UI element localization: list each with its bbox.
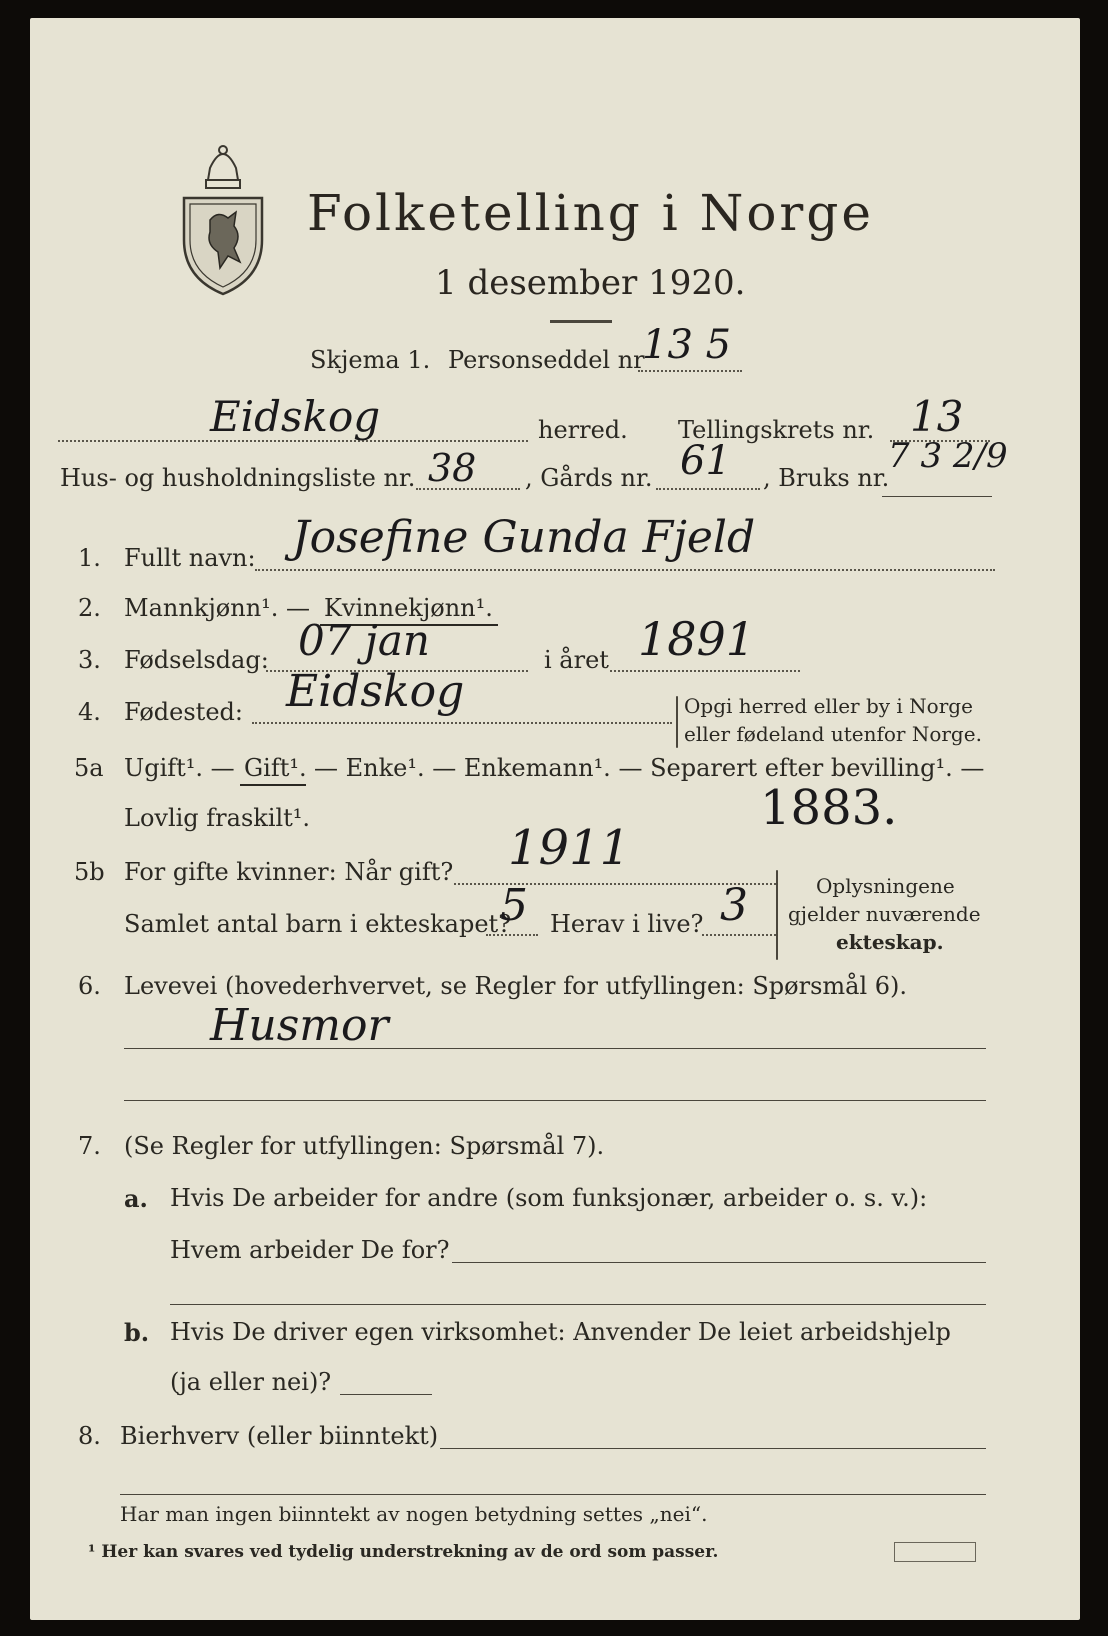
q5b-note-line1: Oplysningene	[816, 874, 955, 898]
q5b-children-value: 5	[500, 880, 528, 931]
hus-label: Hus- og husholdningsliste nr.	[60, 464, 416, 492]
personseddel-value: 13 5	[642, 322, 732, 368]
q6-label: Levevei (hovederhvervet, se Regler for utfyllingen: Spørsmål 6).	[124, 972, 908, 1000]
q3-label: Fødselsdag:	[124, 646, 269, 674]
q5b-alive-line	[702, 934, 776, 936]
q7b-line	[340, 1394, 432, 1395]
biinntekt-note: Har man ingen biinntekt av nogen betydning settes „nei“.	[120, 1502, 708, 1526]
q5a-option-ugift: Ugift¹. —	[124, 754, 235, 782]
q7a-line-2	[170, 1304, 986, 1305]
tellingskrets-label: Tellingskrets nr.	[678, 416, 875, 444]
form-title: Folketelling i Norge	[307, 184, 874, 242]
q2-female-option: Kvinnekjønn¹.	[324, 594, 493, 622]
q5a-option-gift: Gift¹.	[244, 754, 307, 782]
q5b-alive-label: Herav i live?	[550, 910, 704, 938]
q8-line-1	[440, 1448, 986, 1449]
gards-label: , Gårds nr.	[525, 464, 653, 492]
title-divider	[550, 320, 612, 323]
q7a-question: Hvem arbeider De for?	[170, 1236, 450, 1264]
q5b-note-brace	[776, 870, 778, 960]
q7a-letter: a.	[124, 1184, 148, 1213]
q5b-note-line3: ekteskap.	[836, 930, 944, 954]
q3-number: 3.	[78, 646, 101, 674]
q3-value: 07 jan	[298, 616, 430, 665]
q7a-label: Hvis De arbeider for andre (som funksjonær, arbeider o. s. v.):	[170, 1184, 928, 1212]
schema-label: Skjema 1.	[310, 346, 431, 374]
q7a-line-1	[452, 1262, 986, 1263]
q8-number: 8.	[78, 1422, 101, 1450]
herred-value: Eidskog	[210, 392, 381, 441]
q5b-note-line2: gjelder nuværende	[788, 902, 981, 926]
q5b-children-label: Samlet antal barn i ekteskapet?	[124, 910, 512, 938]
q4-label: Fødested:	[124, 698, 243, 726]
q3-year-line	[610, 670, 800, 672]
printer-stamp	[894, 1542, 976, 1562]
tellingskrets-value: 13	[910, 392, 964, 441]
q2-male-option: Mannkjønn¹. —	[124, 594, 311, 622]
q5a-option-fraskilt: Lovlig fraskilt¹.	[124, 804, 311, 832]
q4-number: 4.	[78, 698, 101, 726]
q1-number: 1.	[78, 544, 101, 572]
q8-label: Bierhverv (eller biinntekt)	[120, 1422, 439, 1450]
personseddel-label: Personseddel nr	[448, 346, 645, 374]
q7b-question: (ja eller nei)?	[170, 1368, 332, 1396]
personseddel-line	[638, 370, 742, 372]
q7b-letter: b.	[124, 1318, 150, 1347]
hus-value: 38	[428, 446, 477, 490]
q4-note-line1: Opgi herred eller by i Norge	[684, 694, 973, 718]
q5a-handwritten-note: 1883.	[760, 780, 898, 836]
q1-value: Josefine Gunda Fjeld	[292, 512, 756, 563]
q5b-label: For gifte kvinner: Når gift?	[124, 858, 454, 886]
q7-number: 7.	[78, 1132, 101, 1160]
norwegian-coat-of-arms-icon	[180, 140, 266, 298]
gards-value: 61	[680, 438, 731, 484]
q1-line	[255, 569, 995, 571]
q5a-gift-underline	[240, 784, 306, 786]
gards-line	[656, 488, 760, 490]
q5b-number: 5b	[74, 858, 105, 886]
q5a-number: 5a	[74, 754, 104, 782]
q5b-value: 1911	[508, 820, 631, 876]
bruks-label: , Bruks nr.	[763, 464, 890, 492]
q2-number: 2.	[78, 594, 101, 622]
q4-note-line2: eller fødeland utenfor Norge.	[684, 722, 982, 746]
q1-label: Fullt navn:	[124, 544, 256, 572]
q6-line-2	[124, 1100, 986, 1101]
q4-note-brace	[676, 696, 678, 748]
q6-number: 6.	[78, 972, 101, 1000]
q4-value: Eidskog	[286, 666, 465, 717]
q4-line	[252, 722, 672, 724]
q7b-label: Hvis De driver egen virksomhet: Anvender De leiet arbeidshjelp	[170, 1318, 951, 1346]
q3-year-label: i året	[544, 646, 609, 674]
bruks-line	[882, 496, 992, 497]
q5b-alive-value: 3	[720, 880, 748, 931]
q5a-other-options: — Enke¹. — Enkemann¹. — Separert efter bevilling¹. —	[314, 754, 985, 782]
census-form-page	[30, 18, 1080, 1620]
footnote: ¹ Her kan svares ved tydelig understrekning av de ord som passer.	[88, 1542, 719, 1562]
q7-label: (Se Regler for utfyllingen: Spørsmål 7).	[124, 1132, 605, 1160]
q6-value: Husmor	[210, 1000, 389, 1051]
form-date: 1 desember 1920.	[435, 263, 746, 303]
bruks-value: 7 3 2/9	[888, 436, 1008, 476]
q8-line-2	[120, 1494, 986, 1495]
herred-label: herred.	[538, 416, 628, 444]
q5b-children-line	[486, 934, 538, 936]
q3-year-value: 1891	[638, 612, 756, 666]
